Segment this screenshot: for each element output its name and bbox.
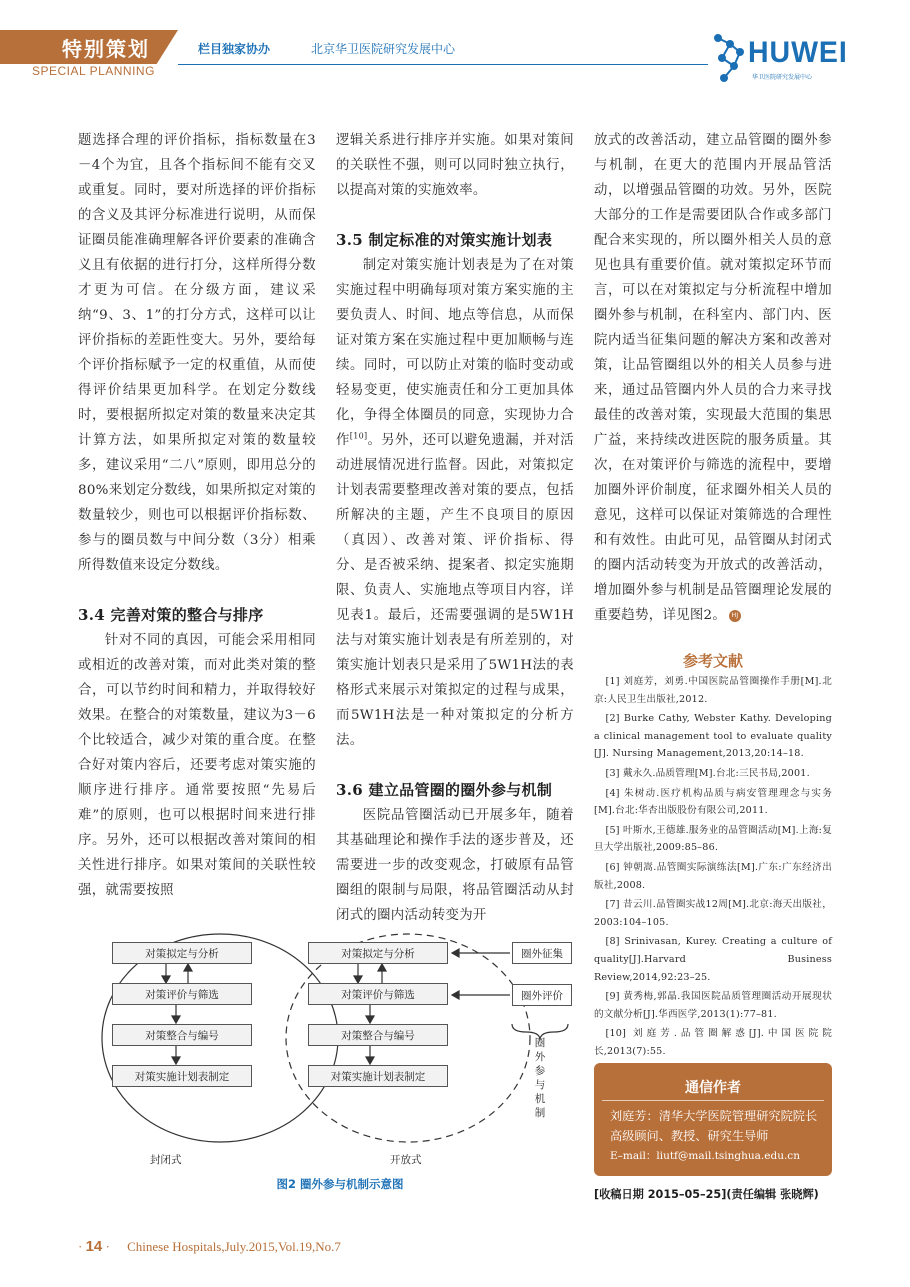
closed-label: 封闭式	[150, 1154, 182, 1166]
reference-item: [10] 刘庭芳.品管圈解惑[J].中国医院院长,2013(7):55.	[594, 1028, 832, 1057]
col1-paragraph-2: 针对不同的真因，可能会采用相同或相近的改善对策，而对此类对策的整合，可以节约时间和精力，并取得较好效果。在整合的对策数量，建议为3－6个比较适合，减少对策的重合度。在整合好对策内容后，还要考虑对策实施的顺序进行排序。通常要按照“先易后难”的原则，也可以根据时间来进行排序。另外，还可以根据改善对策间的相关性进行排序。如果对策间的关联性较强，就需要按照	[78, 633, 316, 898]
author-box-divider	[602, 1100, 824, 1101]
received-date: [收稿日期 2015–05–25](责任编辑 张晓辉)	[594, 1188, 819, 1201]
col2-paragraph-1: 逻辑关系进行排序并实施。如果对策间的关联性不强，则可以同时独立执行，以提高对策的实施效率。	[336, 133, 574, 198]
section-heading-3-6: 3.6 建立品管圈的圈外参与机制	[336, 781, 553, 799]
left-step-box: 对策拟定与分析	[112, 942, 252, 964]
col3-paragraph-1	[594, 128, 832, 628]
section-heading-3-5: 3.5 制定标准的对策实施计划表	[336, 231, 553, 249]
reference-item: [9] 黄秀梅,郭晶.我国医院品质管理圈活动开展现状的文献分析[J].华西医学,2013(1):77–81.	[594, 991, 832, 1020]
citation-10: [10]	[349, 431, 368, 441]
outside-collect-box: 圈外征集	[512, 942, 572, 964]
open-label: 开放式	[390, 1154, 422, 1166]
author-email: E–mail：liutf@mail.tsinghua.edu.cn	[610, 1150, 800, 1162]
footer-dot: ·	[102, 1239, 110, 1254]
reference-item: [6] 钟朝嵩.品管圈实际演练法[M].广东:广东经济出版社,2008.	[594, 861, 832, 891]
references-list	[594, 673, 832, 1062]
column-organization: 北京华卫医院研究发展中心	[311, 42, 456, 56]
text-column-2	[336, 128, 574, 928]
col2-paragraph-3: 医院品管圈活动已开展多年，随着其基础理论和操作手法的逐步普及，还需要进一步的改变观念，打破原有品管圈组的限制与局限，将品管圈活动从封闭式的圈内活动转变为开	[336, 808, 574, 923]
right-step-box: 对策拟定与分析	[308, 942, 448, 964]
column-label: 栏目独家协办	[198, 42, 271, 56]
page-number: 14	[85, 1238, 103, 1255]
header-rule	[178, 64, 708, 65]
text-column-3	[594, 128, 832, 628]
reference-item: [4] 朱树动.医疗机构品质与病安管理理念与实务[M].台北:华杏出版股份有限公司,2011.	[594, 787, 832, 817]
text-column-1	[78, 128, 316, 903]
section-title-en: SPECIAL PLANNING	[32, 64, 155, 78]
reference-item: [8] Srinivasan, Kurey. Creating a culture of quality[J].Harvard Business Review,2014,92:23–25.	[594, 936, 832, 983]
logo-wordmark: HUWEI	[748, 36, 848, 69]
left-step-box: 对策评价与筛选	[112, 983, 252, 1005]
right-step-box: 对策实施计划表制定	[308, 1065, 448, 1087]
figure-caption: 图2 圈外参与机制示意图	[276, 1177, 404, 1191]
footer-dot: ·	[78, 1239, 86, 1254]
left-step-box: 对策实施计划表制定	[112, 1065, 252, 1087]
author-description: 刘庭芳：清华大学医院管理研究院院长高级顾问、教授、研究生导师	[610, 1109, 818, 1143]
figure-2	[100, 932, 580, 1172]
col2-paragraph-2	[336, 253, 574, 753]
section-heading-3-4: 3.4 完善对策的整合与排序	[78, 606, 264, 624]
author-box-title: 通信作者	[685, 1080, 741, 1096]
reference-item: [5] 叶斯水,王德雄.服务业的品管圈活动[M].上海:复旦大学出版社,2009:85–86.	[594, 824, 832, 854]
outside-participation-label: 圈 外 参 与 机 制	[534, 1037, 546, 1119]
col3-paragraph-1-text: 放式的改善活动，建立品管圈的圈外参与机制，在更大的范围内开展品管活动，以增强品管圈的功效。另外，医院大部分的工作是需要团队合作或多部门配合来实现的，所以圈外相关人员的意见也具有重要价值。就对策拟定环节而言，可以在对策拟定与分析流程中增加圈外参与机制，在科室内、部门内、医院内适当征集问题的解决方案和改善对策，让品管圈组以外的相关人员参与进来，通过品管圈内外人员的合力来寻找最佳的改善对策，实现最大范围的集思广益，来持续改进医院的服务质量。其次，在对策评价与筛选的流程中，要增加圈外评价制度，征求圈外相关人员的意见，这样可以保证对策筛选的合理性和有效性。由此可见，品管圈从封闭式的圈内活动转变为开放式的改善活动，增加圈外参与机制是品管圈理论发展的重要趋势，详见图2。	[594, 133, 832, 623]
right-step-box: 对策整合与编号	[308, 1024, 448, 1046]
journal-citation: Chinese Hospitals,July.2015,Vol.19,No.7	[127, 1239, 341, 1254]
outside-evaluate-box: 圈外评价	[512, 984, 572, 1006]
references-title: 参考文献	[682, 652, 743, 670]
right-step-box: 对策评价与筛选	[308, 983, 448, 1005]
reference-item: [7] 昔云川.品管圈实战12周[M].北京:海天出版社，2003:104–105.	[594, 899, 832, 928]
left-step-box: 对策整合与编号	[112, 1024, 252, 1046]
col2-paragraph-2b: 。另外，还可以避免遗漏，并对活动进展情况进行监督。因此，对策拟定计划表需要整理改善对策的要点，包括所解决的主题，产生不良项目的原因（真因）、改善对策、评价指标、得分、是否被采纳、提案者、拟定实施期限、负责人、实施地点等项目内容，详见表1。最后，还需要强调的是5W1H法与对策实施计划表是有所差别的，对策实施计划表只是采用了5W1H法的表格形式来展示对策拟定的过程与成果，而5W1H法是一种对策拟定的分析方法。	[336, 433, 574, 748]
col1-paragraph-1: 题选择合理的评价指标，指标数量在3－4个为宜，且各个指标间不能有交叉或重复。同时，要对所选择的评价指标的含义及其评分标准进行说明，从而保证圈员能准确理解各评价要素的准确含义且有依据的进行打分，这样所得分数才更为可信。在分级方面，建议采纳“9、3、1”的打分方式，这样可以让评价指标的差距性变大。另外，要给每个评价指标赋予一定的权重值，从而使得评价结果更加科学。在划定分数线时，要根据所拟定对策的数量来决定其计算方法，如果所拟定对策的数量较多，建议采用“二八”原则，即用总分的80%来划定分数线，如果所拟定对策的数量较少，则也可以根据评价指标数、参与的圈员数与中间分数（3分）相乘所得数值来设定分数线。	[78, 133, 316, 573]
end-mark-icon: HJ	[729, 610, 741, 622]
logo-subtitle: 华卫医院研究发展中心	[752, 74, 813, 81]
section-title: 特别策划	[62, 37, 150, 61]
reference-item: [1] 刘庭芳，刘勇.中国医院品管圈操作手册[M].北京:人民卫生出版社,2012.	[594, 676, 832, 705]
col2-paragraph-2a: 制定对策实施计划表是为了在对策实施过程中明确每项对策方案实施的主要负责人、时间、地点等信息，从而保证对策方案在实施过程中更加顺畅与连续。同时，可以防止对策的临时变动或轻易变更，使实施责任和分工更加具体化，争得全体圈员的同意，实现协力合作	[336, 258, 574, 448]
reference-item: [2] Burke Cathy, Webster Kathy. Developing a clinical management tool to evaluate quality [J]. Nursing Management,2013,20:14–18.	[594, 713, 832, 760]
reference-item: [3] 戴永久.品质管理[M].台北:三民书局,2001.	[605, 767, 810, 779]
figure-2-graphics	[100, 932, 580, 1172]
page-footer	[78, 1238, 341, 1255]
